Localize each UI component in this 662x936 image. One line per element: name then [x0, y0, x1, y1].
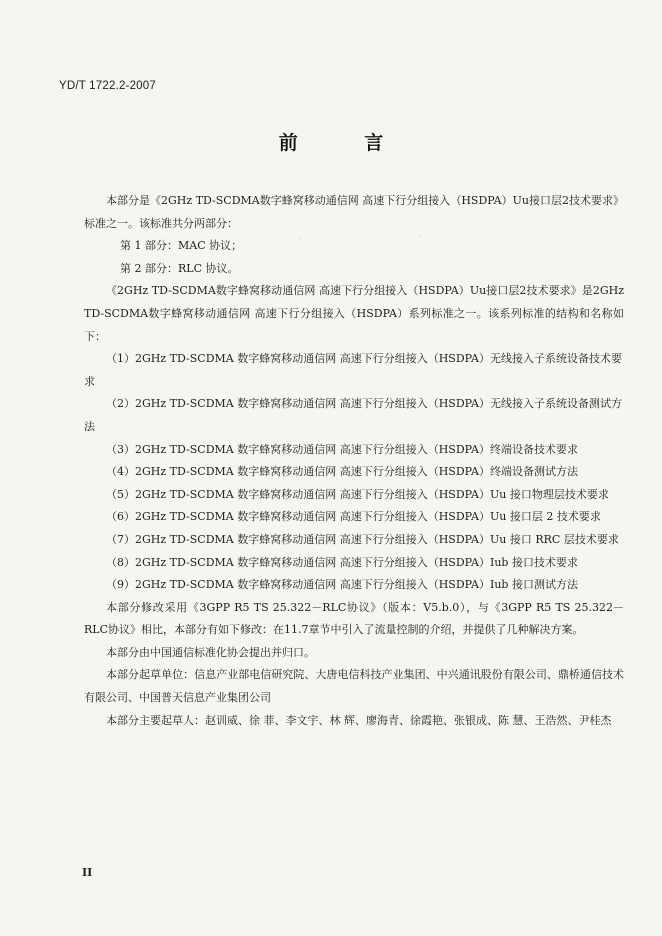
document-code: YD/T 1722.2-2007 [59, 80, 156, 92]
drafting-units-paragraph: 本部分起草单位：信息产业部电信研究院、大唐电信科技产业集团、中兴通讯股份有限公司、鼎桥通信技术有限公司、中国普天信息产业集团公司 [84, 668, 624, 705]
series-item-5: （5）2GHz TD-SCDMA 数字蜂窝移动通信网 高速下行分组接入（HSDPA）Uu 接口物理层技术要求 [106, 487, 609, 501]
series-item-8: （8）2GHz TD-SCDMA 数字蜂窝移动通信网 高速下行分组接入（HSDPA）Iub 接口技术要求 [106, 555, 578, 569]
series-item-1: （1）2GHz TD-SCDMA 数字蜂窝移动通信网 高速下行分组接入（HSDPA）无线接入子系统设备技术要求 [84, 352, 622, 388]
series-item-9: （9）2GHz TD-SCDMA 数字蜂窝移动通信网 高速下行分组接入（HSDPA）Iub 接口测试方法 [106, 578, 578, 592]
page-number: II [82, 866, 93, 879]
series-item-6: （6）2GHz TD-SCDMA 数字蜂窝移动通信网 高速下行分组接入（HSDPA）Uu 接口层 2 技术要求 [106, 510, 601, 524]
page-title: 前 言 [278, 132, 414, 154]
series-item-2: （2）2GHz TD-SCDMA 数字蜂窝移动通信网 高速下行分组接入（HSDPA）无线接入子系统设备测试方法 [84, 397, 622, 433]
part-2-line: 第 2 部分：RLC 协议。 [120, 261, 239, 275]
foreword-body [84, 190, 624, 732]
modification-paragraph: 本部分修改采用《3GPP R5 TS 25.322－RLC协议》（版本：V5.b.0），与《3GPP R5 TS 25.322－RLC协议》相比，本部分有如下修改：在11.7章节中引入了流量控制的介绍，并提供了几种解决方案。 [84, 600, 624, 637]
proposed-by-paragraph: 本部分由中国通信标准化协会提出并归口。 [106, 645, 315, 659]
series-item-7: （7）2GHz TD-SCDMA 数字蜂窝移动通信网 高速下行分组接入（HSDPA）Uu 接口 RRC 层技术要求 [106, 532, 619, 546]
part-1-line: 第 1 部分：MAC 协议； [120, 239, 243, 253]
series-intro-paragraph: 《2GHz TD-SCDMA数字蜂窝移动通信网 高速下行分组接入（HSDPA）Uu接口层2技术要求》是2GHz TD-SCDMA数字蜂窝移动通信网 高速下行分组接入（HSDPA）系列标准之一。该系列标准的结构和名称如下： [84, 284, 624, 343]
series-item-4: （4）2GHz TD-SCDMA 数字蜂窝移动通信网 高速下行分组接入（HSDPA）终端设备测试方法 [106, 465, 578, 479]
intro-paragraph: 本部分是《2GHz TD-SCDMA数字蜂窝移动通信网 高速下行分组接入（HSDPA）Uu接口层2技术要求》标准之一。该标准共分两部分： [84, 194, 624, 230]
drafters-paragraph: 本部分主要起草人：赵训威、徐 菲、李文宇、林 辉、廖海青、徐霞艳、张银成、陈 慧、王浩然、尹桂杰 [106, 713, 612, 727]
series-item-3: （3）2GHz TD-SCDMA 数字蜂窝移动通信网 高速下行分组接入（HSDPA）终端设备技术要求 [106, 442, 578, 456]
